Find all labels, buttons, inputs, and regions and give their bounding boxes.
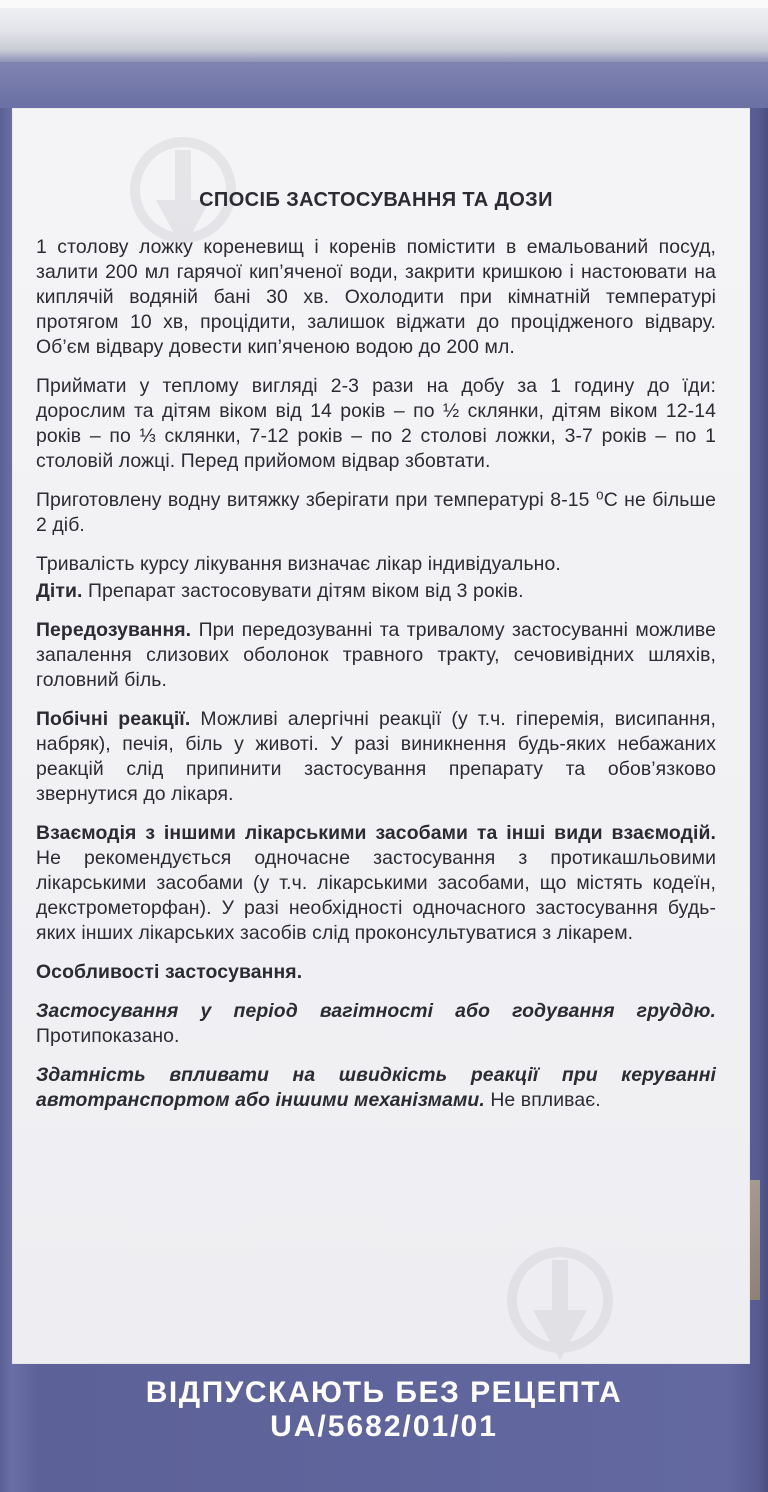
storage-paragraph: Приготовлену водну витяжку зберігати при температурі 8-15 ⁰С не більше 2 діб. (36, 489, 716, 536)
package-edge (750, 1180, 760, 1300)
otc-notice: ВІДПУСКАЮТЬ БЕЗ РЕЦЕПТА (145, 1376, 623, 1409)
features-label: Особливості застосування. (36, 961, 303, 983)
dosage-paragraph: Приймати у теплому вигляді 2-3 рази на добу за 1 годину до їди: дорослим та дітям віком від 14 років – по ½ склянки, дітям віком 12-14 років – по ⅓ склянки, 7-12 років – по 2 столові ложки, 3-7 років – по 1 столовій ложці. Перед прийомом відвар збовтати. (36, 375, 716, 472)
package-footer (0, 1376, 768, 1444)
instructions-content (36, 180, 716, 1127)
interactions-label: Взаємодія з іншими лікарськими засобами та інші види взаємодій. (36, 822, 716, 844)
children-text: Препарат застосовувати дітям віком від 3 років. (82, 580, 524, 602)
package-top-band (0, 62, 768, 108)
interactions-text: Не рекомендується одночасне застосування з протикашльовими лікарськими засобами (у т.ч. лікарськими засобами, що містять кодеїн, декстрометорфан). У разі необхідності одночасного застосування будь-яких інших лікарських засобів слід проконсультуватися з лікарем. (36, 847, 716, 944)
side-effects-text: Можливі алергічні реакції (у т.ч. гіперемія, висипання, набряк), печія, біль у животі. У разі виникнення будь-яких небажаних реакцій слід припинити застосування препарату та обов’язково звернутися до лікаря. (36, 708, 716, 805)
pregnancy-text: Протипоказано. (36, 1025, 180, 1047)
overdose-text: При передозуванні та тривалому застосуванні можливе запалення слизових оболонок травного тракту, сечовивідних шляхів, головний біль. (36, 619, 716, 691)
course-paragraph: Тривалість курсу лікування визначає лікар індивідуально. (36, 553, 561, 575)
overdose-label: Передозування. (36, 619, 192, 641)
driving-label: Здатність впливати на швидкість реакції при керуванні автотранспортом або іншими механізмами. (36, 1064, 716, 1111)
overdose-paragraph (36, 618, 716, 693)
interactions-paragraph (36, 821, 716, 946)
driving-text: Не впливає. (484, 1089, 601, 1111)
children-label: Діти. (36, 580, 83, 602)
registration-number: UA/5682/01/01 (270, 1410, 498, 1443)
driving-paragraph (36, 1063, 716, 1113)
preparation-paragraph: 1 столову ложку кореневищ і коренів помістити в емальований посуд, залити 200 мл гарячої кип’яченої води, закрити кришкою і настоювати на киплячій водяній бані 30 хв. Охолодити при кімнатній температурі протягом 10 хв, процідити, залишок віджати до процідженого відвару. Об’єм відвару довести кип’яченою водою до 200 мл. (36, 236, 716, 358)
pregnancy-label: Застосування у період вагітності або годування груддю. (36, 1000, 716, 1022)
side-effects-paragraph (36, 707, 716, 807)
children-paragraph (36, 579, 716, 604)
pregnancy-paragraph (36, 999, 716, 1049)
features-heading (36, 960, 716, 985)
side-effects-label: Побічні реакції. (36, 708, 191, 730)
section-title: СПОСІБ ЗАСТОСУВАННЯ ТА ДОЗИ (199, 189, 553, 211)
package-top-flap (0, 0, 768, 62)
